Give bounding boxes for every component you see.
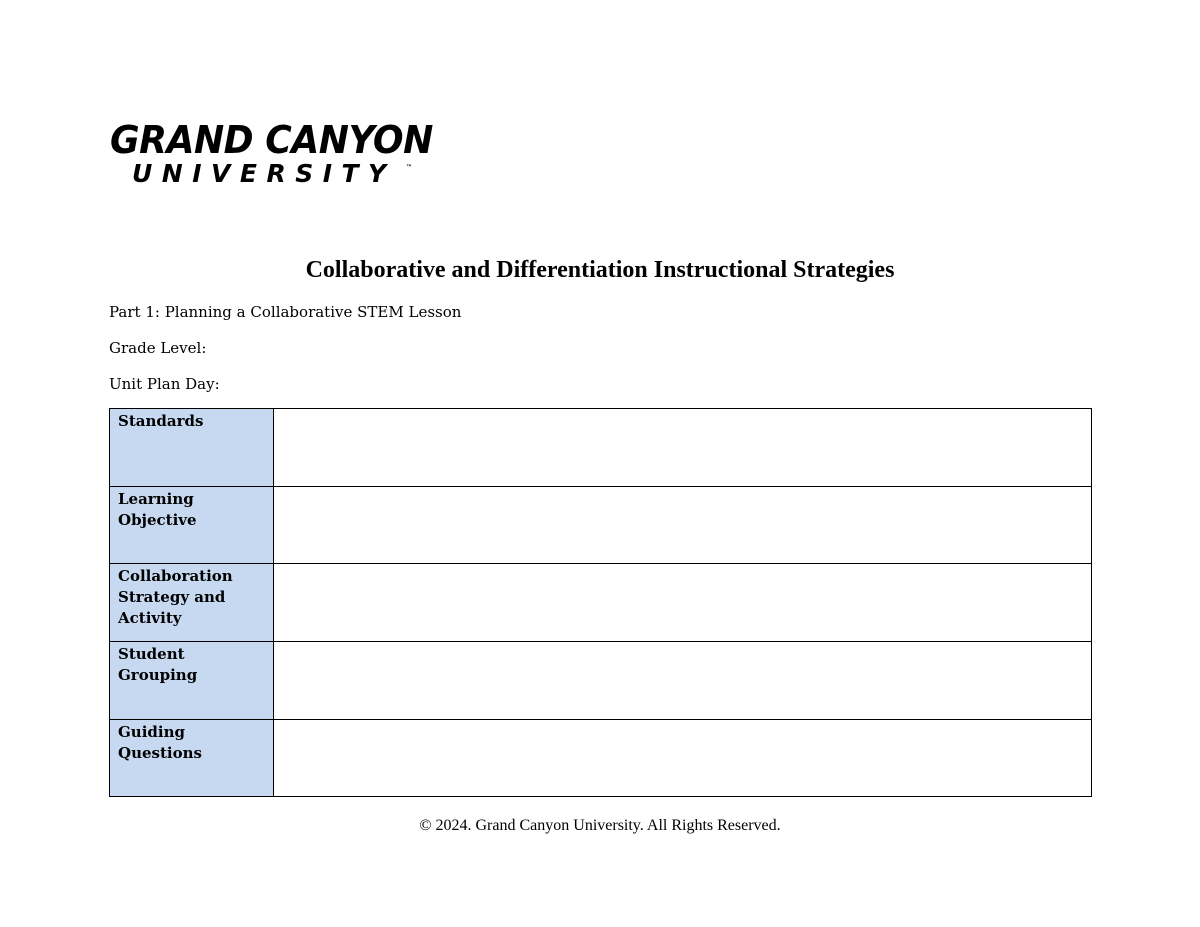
table-row-learning-objective xyxy=(110,487,1092,564)
table-row-standards xyxy=(110,409,1092,487)
document-title: Collaborative and Differentiation Instructional Strategies xyxy=(305,257,895,283)
logo-line-grand-canyon: GRAND CANYON xyxy=(110,118,433,162)
table-row-guiding-questions xyxy=(110,720,1092,797)
table-row-collaboration-strategy xyxy=(110,564,1092,642)
row-value-student-grouping[interactable] xyxy=(274,642,1092,720)
table-row-student-grouping xyxy=(110,642,1092,720)
row-value-learning-objective[interactable] xyxy=(274,487,1092,564)
trademark-symbol: ™ xyxy=(406,164,412,171)
row-value-guiding-questions[interactable] xyxy=(274,720,1092,797)
row-value-standards[interactable] xyxy=(274,409,1092,487)
row-label-guiding-questions: Guiding Questions xyxy=(110,720,274,797)
lesson-plan-table xyxy=(109,408,1092,797)
part-heading: Part 1: Planning a Collaborative STEM Lesson xyxy=(109,303,462,321)
row-label-collaboration-strategy: Collaboration Strategy and Activity xyxy=(110,564,274,642)
row-value-collaboration-strategy[interactable] xyxy=(274,564,1092,642)
row-label-student-grouping: Student Grouping xyxy=(110,642,274,720)
copyright-footer: © 2024. Grand Canyon University. All Rights Reserved. xyxy=(419,817,781,834)
university-logo xyxy=(110,120,440,190)
row-label-learning-objective: Learning Objective xyxy=(110,487,274,564)
grade-level-label: Grade Level: xyxy=(109,339,207,357)
row-label-standards: Standards xyxy=(110,409,274,487)
unit-plan-day-label: Unit Plan Day: xyxy=(109,375,220,393)
logo-line-university: UNIVERSITY xyxy=(132,159,396,188)
